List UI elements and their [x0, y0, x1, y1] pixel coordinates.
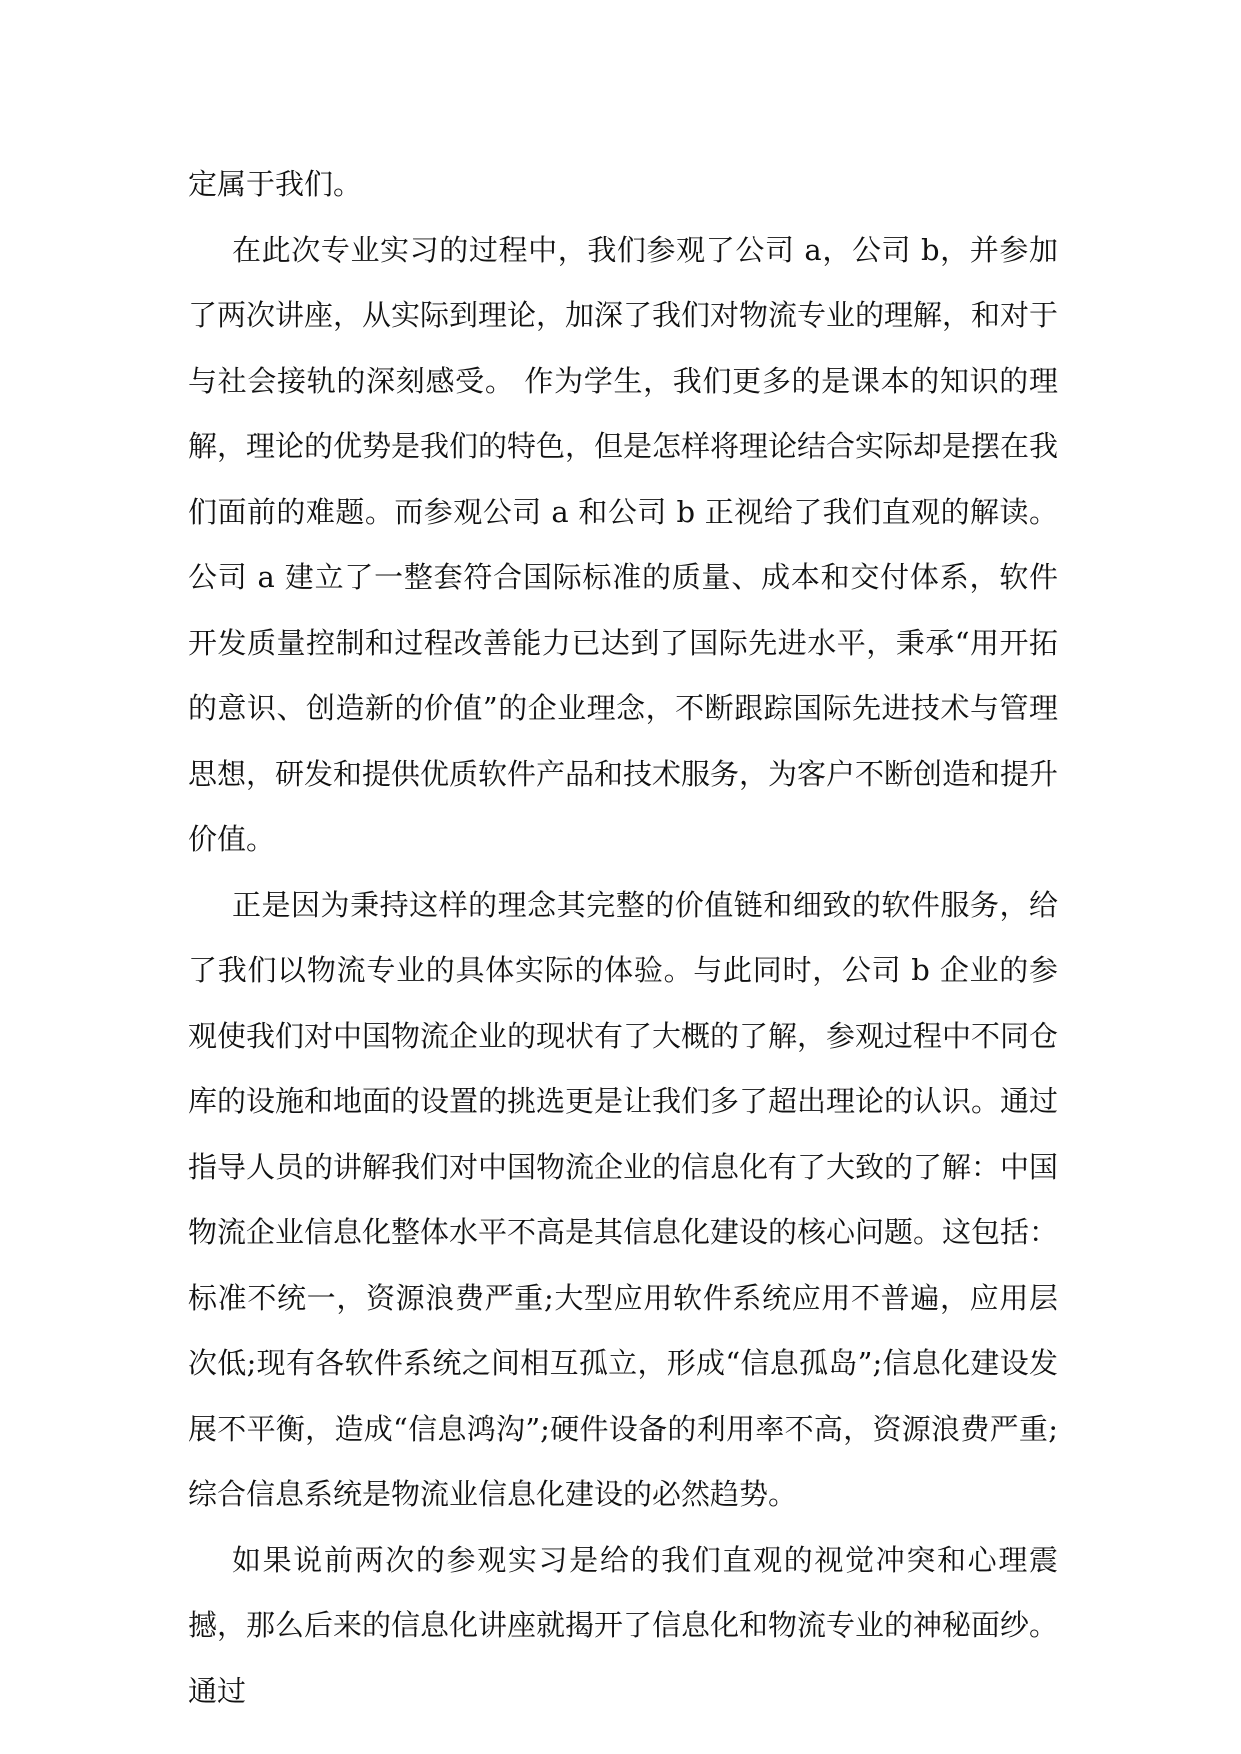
paragraph-1: 定属于我们。 — [188, 167, 363, 201]
paragraph-2: 在此次专业实习的过程中，我们参观了公司 a，公司 b，并参加了两次讲座，从实际到理论，加深了我们对物流专业的理解，和对于与社会接轨的深刻感受。 作为学生，我们更多的是课本的知识的理解，理论的优势是我们的特色，但是怎样将理论结合实际却是摆在我们面前的难题。而参观公司 a 和公司 b 正视给了我们直观的解读。公司 a 建立了一整套符合国际标准的质量、成本和交付体系，软件开发质量控制和过程改善能力已达到了国际先进水平，秉承“用开拓的意识、创造新的价值”的企业理念，不断跟踪国际先进技术与管理思想，研发和提供优质软件产品和技术服务，为客户不断创造和提升价值。 — [188, 232, 1059, 856]
document-body — [188, 152, 1058, 1724]
paragraph-3: 正是因为秉持这样的理念其完整的价值链和细致的软件服务，给了我们以物流专业的具体实际的体验。与此同时，公司 b 企业的参观使我们对中国物流企业的现状有了大概的了解，参观过程中不同仓库的设施和地面的设置的挑选更是让我们多了超出理论的认识。通过指导人员的讲解我们对中国物流企业的信息化有了大致的了解：中国物流企业信息化整体水平不高是其信息化建设的核心问题。这包括：标准不统一，资源浪费严重;大型应用软件系统应用不普遍，应用层次低;现有各软件系统之间相互孤立，形成“信息孤岛”;信息化建设发展不平衡，造成“信息鸿沟”;硬件设备的利用率不高，资源浪费严重;综合信息系统是物流业信息化建设的必然趋势。 — [188, 887, 1059, 1511]
paragraph-4: 如果说前两次的参观实习是给的我们直观的视觉冲突和心理震撼，那么后来的信息化讲座就揭开了信息化和物流专业的神秘面纱。通过 — [188, 1542, 1059, 1708]
